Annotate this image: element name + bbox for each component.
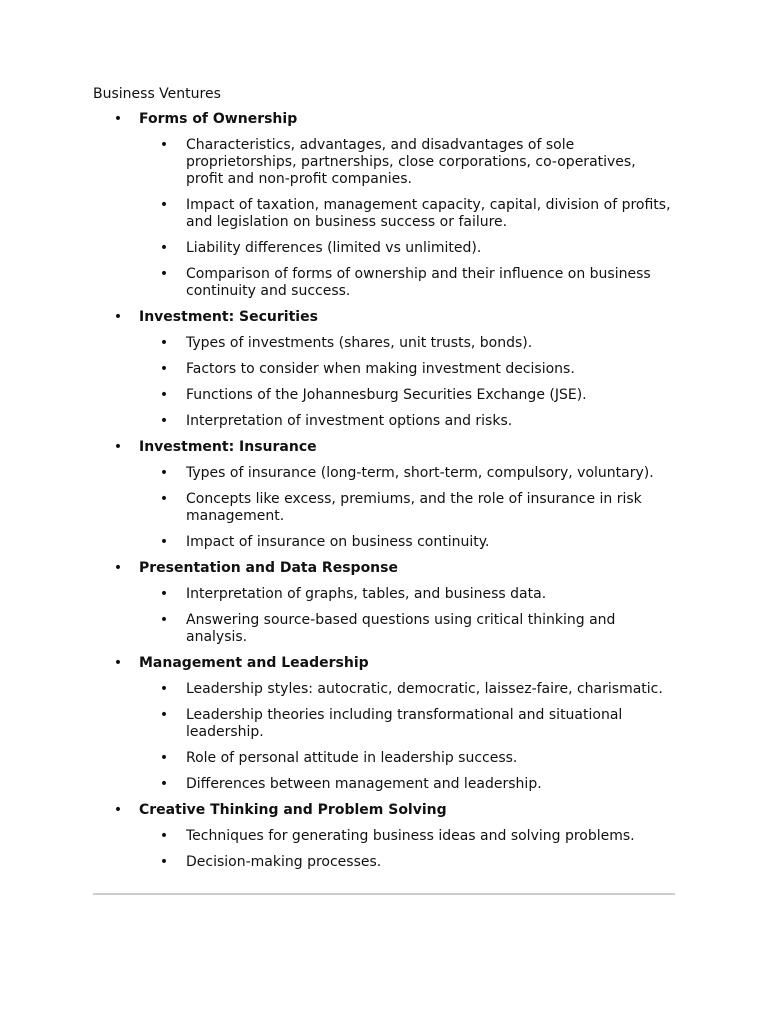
bullet-icon: • — [113, 439, 123, 455]
list-item — [139, 137, 675, 188]
bullet-icon: • — [159, 197, 169, 213]
list-item-text: Concepts like excess, premiums, and the role of insurance in risk management. — [186, 491, 642, 524]
bullet-icon: • — [159, 240, 169, 256]
list-item — [139, 586, 675, 603]
list-item — [139, 707, 675, 741]
list-item-text: Decision-making processes. — [186, 854, 382, 870]
bullet-icon: • — [159, 750, 169, 766]
subitem-list — [139, 586, 675, 646]
bullet-icon: • — [159, 828, 169, 844]
document-title: Business Ventures — [93, 86, 221, 102]
section-item — [93, 439, 675, 551]
list-item — [139, 335, 675, 352]
list-item-text: Leadership styles: autocratic, democratic, laissez-faire, charismatic. — [186, 681, 663, 697]
section-heading: Investment: Insurance — [139, 439, 317, 455]
list-item-text: Functions of the Johannesburg Securities Exchange (JSE). — [186, 387, 587, 403]
bullet-icon: • — [159, 681, 169, 697]
section-heading: Management and Leadership — [139, 655, 369, 671]
bullet-icon: • — [159, 465, 169, 481]
section-item — [93, 802, 675, 871]
section-item — [93, 309, 675, 430]
bullet-icon: • — [159, 534, 169, 550]
section-item — [93, 111, 675, 300]
list-item-text: Types of insurance (long-term, short-term, compulsory, voluntary). — [186, 465, 654, 481]
subitem-list — [139, 137, 675, 300]
section-heading: Presentation and Data Response — [139, 560, 398, 576]
section-heading: Investment: Securities — [139, 309, 318, 325]
section-item — [93, 560, 675, 646]
document-page — [93, 86, 675, 880]
bullet-icon: • — [159, 413, 169, 429]
list-item — [139, 854, 675, 871]
list-item — [139, 491, 675, 525]
list-item-text: Interpretation of graphs, tables, and business data. — [186, 586, 547, 602]
list-item-text: Types of investments (shares, unit trusts, bonds). — [186, 335, 533, 351]
list-item — [139, 197, 675, 231]
bullet-icon: • — [159, 854, 169, 870]
bullet-icon: • — [113, 802, 123, 818]
list-item-text: Characteristics, advantages, and disadvantages of sole proprietorships, partnerships, close corporations, co-operatives, profit and non-profit companies. — [186, 137, 636, 187]
section-item — [93, 655, 675, 793]
list-item-text: Liability differences (limited vs unlimited). — [186, 240, 482, 256]
bullet-icon: • — [159, 707, 169, 723]
list-item — [139, 387, 675, 404]
section-list — [93, 111, 675, 871]
list-item — [139, 828, 675, 845]
list-item-text: Differences between management and leadership. — [186, 776, 542, 792]
subitem-list — [139, 681, 675, 793]
bullet-icon: • — [159, 491, 169, 507]
list-item — [139, 750, 675, 767]
list-item-text: Impact of insurance on business continuity. — [186, 534, 490, 550]
bullet-icon: • — [159, 612, 169, 628]
section-heading: Forms of Ownership — [139, 111, 298, 127]
list-item-text: Leadership theories including transformational and situational leadership. — [186, 707, 623, 740]
list-item — [139, 776, 675, 793]
list-item — [139, 612, 675, 646]
bullet-icon: • — [113, 655, 123, 671]
subitem-list — [139, 465, 675, 551]
horizontal-divider — [93, 893, 675, 895]
bullet-icon: • — [159, 266, 169, 282]
section-heading: Creative Thinking and Problem Solving — [139, 802, 447, 818]
bullet-icon: • — [159, 776, 169, 792]
bullet-icon: • — [113, 111, 123, 127]
list-item — [139, 413, 675, 430]
bullet-icon: • — [159, 335, 169, 351]
bullet-icon: • — [159, 137, 169, 153]
subitem-list — [139, 335, 675, 430]
bullet-icon: • — [113, 309, 123, 325]
list-item-text: Factors to consider when making investment decisions. — [186, 361, 575, 377]
list-item-text: Interpretation of investment options and risks. — [186, 413, 513, 429]
list-item — [139, 240, 675, 257]
bullet-icon: • — [113, 560, 123, 576]
list-item-text: Role of personal attitude in leadership success. — [186, 750, 518, 766]
bullet-icon: • — [159, 361, 169, 377]
list-item — [139, 361, 675, 378]
bullet-icon: • — [159, 586, 169, 602]
list-item — [139, 534, 675, 551]
list-item-text: Techniques for generating business ideas and solving problems. — [186, 828, 635, 844]
list-item — [139, 681, 675, 698]
list-item-text: Impact of taxation, management capacity, capital, division of profits, and legislation on business success or failure. — [186, 197, 671, 230]
list-item — [139, 465, 675, 482]
list-item-text: Comparison of forms of ownership and their influence on business continuity and success. — [186, 266, 651, 299]
list-item-text: Answering source-based questions using critical thinking and analysis. — [186, 612, 616, 645]
list-item — [139, 266, 675, 300]
subitem-list — [139, 828, 675, 871]
bullet-icon: • — [159, 387, 169, 403]
